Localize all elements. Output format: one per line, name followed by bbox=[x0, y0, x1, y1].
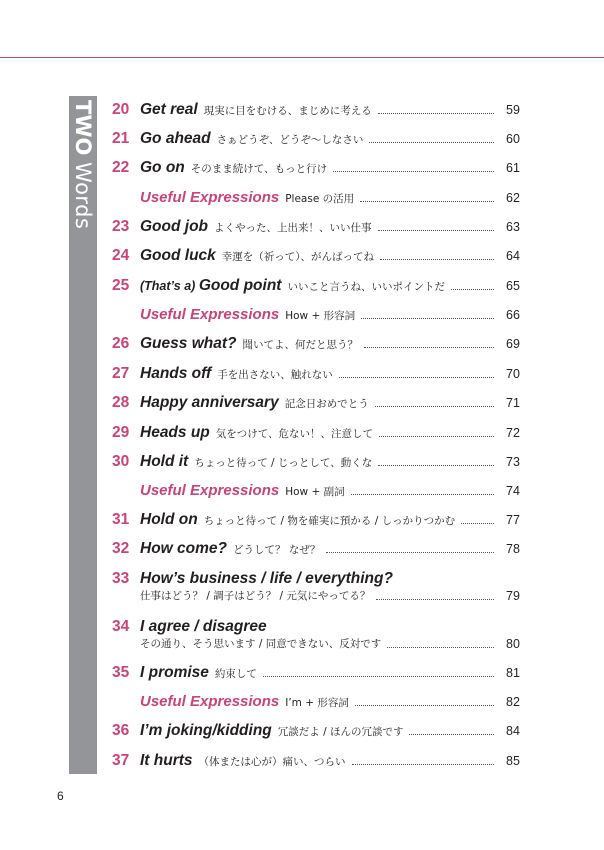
dot-leader bbox=[361, 318, 494, 319]
entry-phrase: I’m joking/kidding bbox=[140, 722, 272, 739]
dot-leader bbox=[380, 259, 494, 260]
dot-leader bbox=[461, 523, 494, 524]
dot-leader bbox=[379, 436, 494, 437]
dot-leader bbox=[378, 113, 494, 114]
entry-page: 64 bbox=[506, 249, 520, 263]
entry-number: 20 bbox=[112, 101, 130, 118]
toc-entry[interactable] bbox=[0, 507, 604, 533]
toc-entry[interactable] bbox=[0, 718, 604, 744]
toc-entry-continuation bbox=[0, 631, 604, 657]
entry-page: 81 bbox=[506, 666, 520, 680]
dot-leader bbox=[378, 230, 494, 231]
dot-leader bbox=[333, 171, 494, 172]
entry-phrase-main: Good point bbox=[198, 277, 282, 294]
entry-gloss: How + 形容詞 bbox=[285, 310, 356, 322]
entry-gloss: 現実に目をむける、まじめに考える bbox=[203, 105, 372, 117]
dot-leader bbox=[263, 676, 494, 677]
dot-leader bbox=[326, 552, 494, 553]
entry-phrase-prefix: (That’s a) bbox=[140, 279, 199, 293]
useful-expressions-label: Useful Expressions bbox=[140, 693, 280, 710]
entry-phrase: I promise bbox=[140, 664, 209, 681]
entry-gloss: How + 副詞 bbox=[285, 486, 345, 498]
entry-page: 65 bbox=[506, 279, 520, 293]
dot-leader bbox=[364, 347, 494, 348]
entry-page: 66 bbox=[506, 308, 520, 322]
dot-leader bbox=[339, 377, 494, 378]
toc-entry[interactable] bbox=[0, 390, 604, 416]
dot-leader bbox=[376, 599, 494, 600]
entry-page: 59 bbox=[506, 103, 520, 117]
entry-phrase: I agree / disagree bbox=[140, 618, 267, 635]
entry-phrase: Hands off bbox=[140, 365, 212, 382]
entry-number: 21 bbox=[112, 130, 130, 147]
entry-number: 30 bbox=[112, 453, 130, 470]
entry-page: 85 bbox=[506, 754, 520, 768]
page-number: 6 bbox=[57, 789, 64, 803]
toc-entry-useful[interactable] bbox=[0, 689, 604, 715]
entry-phrase: Guess what? bbox=[140, 335, 237, 352]
dot-leader bbox=[375, 406, 494, 407]
toc-entry[interactable] bbox=[0, 273, 604, 299]
entry-number: 34 bbox=[112, 618, 130, 635]
entry-gloss: そのまま続けて、もっと行け bbox=[190, 163, 328, 175]
entry-page: 77 bbox=[506, 513, 520, 527]
entry-phrase: Heads up bbox=[140, 424, 210, 441]
entry-gloss: 約束して bbox=[214, 668, 257, 680]
entry-gloss: 気をつけて、危ない！、注意して bbox=[215, 428, 374, 440]
entry-page: 79 bbox=[506, 589, 520, 603]
toc-entry-useful[interactable] bbox=[0, 302, 604, 328]
entry-gloss: 記念日おめでとう bbox=[284, 398, 369, 410]
entry-number: 23 bbox=[112, 218, 130, 235]
entry-gloss: 幸運を（祈って）、がんばってね bbox=[221, 251, 375, 263]
entry-gloss: ちょっと待って / 物を確実に預かる / しっかりつかむ bbox=[203, 515, 456, 527]
dot-leader bbox=[409, 734, 494, 735]
dot-leader bbox=[360, 201, 494, 202]
entry-gloss: Please の活用 bbox=[285, 193, 355, 205]
entry-page: 61 bbox=[506, 161, 520, 175]
dot-leader bbox=[378, 465, 494, 466]
entry-number: 32 bbox=[112, 540, 130, 557]
toc-entry[interactable] bbox=[0, 214, 604, 240]
entry-phrase: It hurts bbox=[140, 752, 193, 769]
entry-page: 70 bbox=[506, 367, 520, 381]
entry-phrase: Hold on bbox=[140, 511, 198, 528]
toc-entry[interactable] bbox=[0, 126, 604, 152]
entry-page: 74 bbox=[506, 484, 520, 498]
entry-phrase: Happy anniversary bbox=[140, 394, 279, 411]
entry-phrase: Get real bbox=[140, 101, 198, 118]
useful-expressions-label: Useful Expressions bbox=[140, 189, 280, 206]
entry-number: 37 bbox=[112, 752, 130, 769]
entry-page: 84 bbox=[506, 724, 520, 738]
entry-gloss: さぁどうぞ、どうぞ〜しなさい bbox=[216, 134, 364, 146]
entry-gloss: よくやった、上出来！、いい仕事 bbox=[214, 222, 372, 234]
entry-page: 71 bbox=[506, 396, 520, 410]
entry-phrase: Good luck bbox=[140, 247, 216, 264]
dot-leader bbox=[369, 142, 494, 143]
toc-entry[interactable] bbox=[0, 536, 604, 562]
dot-leader bbox=[355, 705, 494, 706]
toc-entry[interactable] bbox=[0, 155, 604, 181]
entry-page: 69 bbox=[506, 337, 520, 351]
entry-phrase bbox=[140, 273, 281, 299]
entry-phrase: Good job bbox=[140, 218, 209, 235]
entry-number: 22 bbox=[112, 159, 130, 176]
entry-gloss: どうして？ なぜ？ bbox=[232, 544, 321, 556]
dot-leader bbox=[451, 289, 494, 290]
entry-number: 25 bbox=[112, 277, 130, 294]
entry-page: 62 bbox=[506, 191, 520, 205]
dot-leader bbox=[351, 494, 494, 495]
toc-entry-useful[interactable] bbox=[0, 478, 604, 504]
entry-phrase: Go on bbox=[140, 159, 185, 176]
toc-entry[interactable] bbox=[0, 361, 604, 387]
entry-phrase: Go ahead bbox=[140, 130, 211, 147]
entry-number: 28 bbox=[112, 394, 130, 411]
entry-page: 60 bbox=[506, 132, 520, 146]
section-title: TWO Words bbox=[71, 100, 95, 230]
entry-gloss: 仕事はどう？ / 調子はどう？ / 元気にやってる？ bbox=[140, 590, 371, 602]
entry-gloss: I’m + 形容詞 bbox=[285, 697, 349, 709]
entry-phrase: How come? bbox=[140, 540, 227, 557]
entry-number: 26 bbox=[112, 335, 130, 352]
toc-entry[interactable] bbox=[0, 748, 604, 774]
entry-number: 36 bbox=[112, 722, 130, 739]
useful-expressions-label: Useful Expressions bbox=[140, 306, 280, 323]
useful-expressions-label: Useful Expressions bbox=[140, 482, 280, 499]
dot-leader bbox=[352, 764, 494, 765]
toc-entry[interactable] bbox=[0, 660, 604, 686]
entry-gloss: その通り、そう思います / 同意できない、反対です bbox=[140, 638, 382, 650]
toc-entry[interactable] bbox=[0, 243, 604, 269]
entry-page: 63 bbox=[506, 220, 520, 234]
toc-entry[interactable] bbox=[0, 331, 604, 357]
entry-page: 82 bbox=[506, 695, 520, 709]
entry-gloss: ちょっと待って / じっとして、動くな bbox=[194, 457, 373, 469]
toc-entry[interactable] bbox=[0, 97, 604, 123]
entry-phrase: Hold it bbox=[140, 453, 189, 470]
toc-entry-continuation bbox=[0, 583, 604, 609]
entry-gloss: 聞いてよ、何だと思う？ bbox=[242, 339, 358, 351]
entry-number: 27 bbox=[112, 365, 130, 382]
entry-page: 73 bbox=[506, 455, 520, 469]
entry-number: 33 bbox=[112, 570, 130, 587]
entry-page: 72 bbox=[506, 426, 520, 440]
entry-number: 24 bbox=[112, 247, 130, 264]
entry-number: 29 bbox=[112, 424, 130, 441]
entry-page: 80 bbox=[506, 637, 520, 651]
entry-phrase: How’s business / life / everything? bbox=[140, 570, 393, 587]
entry-gloss: 冗談だよ / ほんの冗談です bbox=[277, 726, 404, 738]
entry-gloss: いいこと言うね、いいポイントだ bbox=[287, 281, 445, 293]
toc-entry[interactable] bbox=[0, 420, 604, 446]
entry-page: 78 bbox=[506, 542, 520, 556]
toc-entry[interactable] bbox=[0, 449, 604, 475]
toc-entry-useful[interactable] bbox=[0, 185, 604, 211]
entry-gloss: 手を出さない、触れない bbox=[217, 369, 333, 381]
entry-number: 31 bbox=[112, 511, 130, 528]
entry-number: 35 bbox=[112, 664, 130, 681]
entry-gloss: （体または心が）痛い、つらい bbox=[198, 756, 346, 768]
dot-leader bbox=[387, 647, 494, 648]
